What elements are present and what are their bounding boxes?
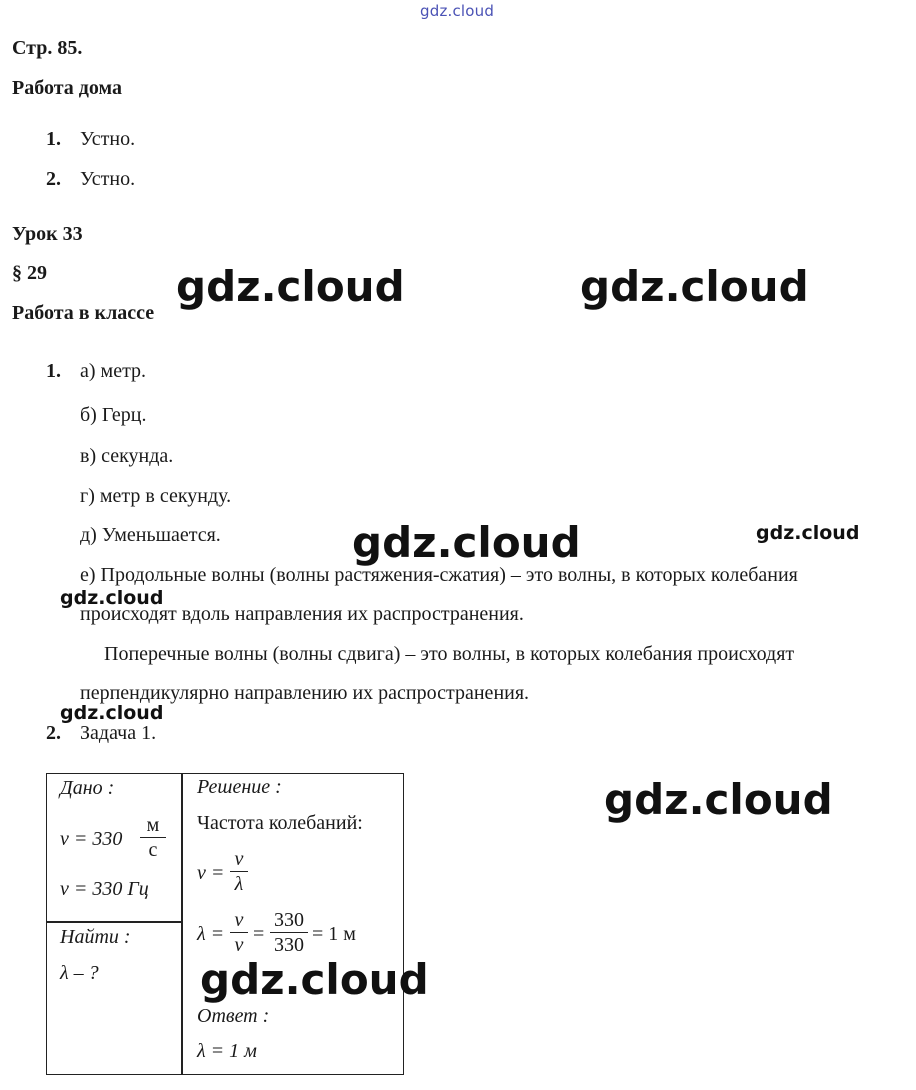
task-title: Задача 1. xyxy=(80,722,157,744)
solution-text: Частота колебаний: xyxy=(197,812,363,834)
equation-wavelength-lhs: λ = xyxy=(197,923,225,945)
given-speed: v = 330 xyxy=(60,828,123,850)
home-item-text: Устно. xyxy=(80,168,136,190)
speed-unit-fraction xyxy=(140,814,166,861)
find-value: λ – ? xyxy=(60,962,99,984)
home-work-heading: Работа дома xyxy=(12,77,122,99)
answer-e-line: е) Продольные волны (волны растяжения-сжатия) – это волны, в которых колебания xyxy=(80,564,798,586)
watermark: gdz.cloud xyxy=(580,262,809,311)
lesson-heading: Урок 33 xyxy=(12,223,83,245)
fraction-numerator: м xyxy=(146,814,160,836)
equation-fraction xyxy=(270,909,308,956)
fraction-denominator: λ xyxy=(234,873,244,896)
answer-e-line: происходят вдоль направления их распространения. xyxy=(80,603,524,625)
equation-result: = 1 м xyxy=(312,923,356,945)
fraction-numerator: v xyxy=(234,848,244,870)
fraction-denominator: ν xyxy=(234,934,244,957)
fraction-bar xyxy=(230,932,248,933)
solution-label: Решение : xyxy=(197,776,282,798)
class-work-heading: Работа в классе xyxy=(12,302,155,324)
table-divider xyxy=(46,921,182,923)
home-item-number: 1. xyxy=(46,128,61,150)
watermark: gdz.cloud xyxy=(352,518,581,567)
given-frequency: ν = 330 Гц xyxy=(60,878,149,900)
answer-a: а) метр. xyxy=(80,360,147,382)
fraction-bar xyxy=(270,932,308,933)
answer-g: г) метр в секунду. xyxy=(80,485,232,507)
answer-e-line: перпендикулярно направлению их распространения. xyxy=(80,682,530,704)
equation-equals: = xyxy=(253,923,265,945)
page-reference: Стр. 85. xyxy=(12,37,83,59)
given-label: Дано : xyxy=(60,777,115,799)
find-label: Найти : xyxy=(60,926,131,948)
watermark: gdz.cloud xyxy=(60,587,164,609)
fraction-denominator: с xyxy=(148,839,158,862)
equation-fraction xyxy=(230,848,248,895)
fraction-bar xyxy=(230,871,248,872)
paragraph-number: § 29 xyxy=(12,262,47,284)
class-item-number: 2. xyxy=(46,722,61,744)
watermark: gdz.cloud xyxy=(60,702,164,724)
answer-e-line: Поперечные волны (волны сдвига) – это волны, в которых колебания происходят xyxy=(104,643,795,665)
equation-fraction xyxy=(230,909,248,956)
watermark: gdz.cloud xyxy=(604,775,833,824)
watermark: gdz.cloud xyxy=(176,262,405,311)
watermark-top: gdz.cloud xyxy=(420,2,495,20)
class-item-number: 1. xyxy=(46,360,61,382)
answer-d: д) Уменьшается. xyxy=(80,524,221,546)
answer-v: в) секунда. xyxy=(80,445,174,467)
answer-value: λ = 1 м xyxy=(197,1040,257,1062)
home-item-text: Устно. xyxy=(80,128,136,150)
answer-label: Ответ : xyxy=(197,1005,270,1027)
table-divider xyxy=(181,773,183,1075)
equation-frequency-lhs: ν = xyxy=(197,862,225,884)
fraction-bar xyxy=(140,837,166,838)
watermark: gdz.cloud xyxy=(756,522,860,544)
watermark: gdz.cloud xyxy=(200,955,429,1004)
fraction-denominator: 330 xyxy=(274,934,304,957)
fraction-numerator: v xyxy=(234,909,244,931)
answer-b: б) Герц. xyxy=(80,404,147,426)
home-item-number: 2. xyxy=(46,168,61,190)
fraction-numerator: 330 xyxy=(274,909,304,931)
